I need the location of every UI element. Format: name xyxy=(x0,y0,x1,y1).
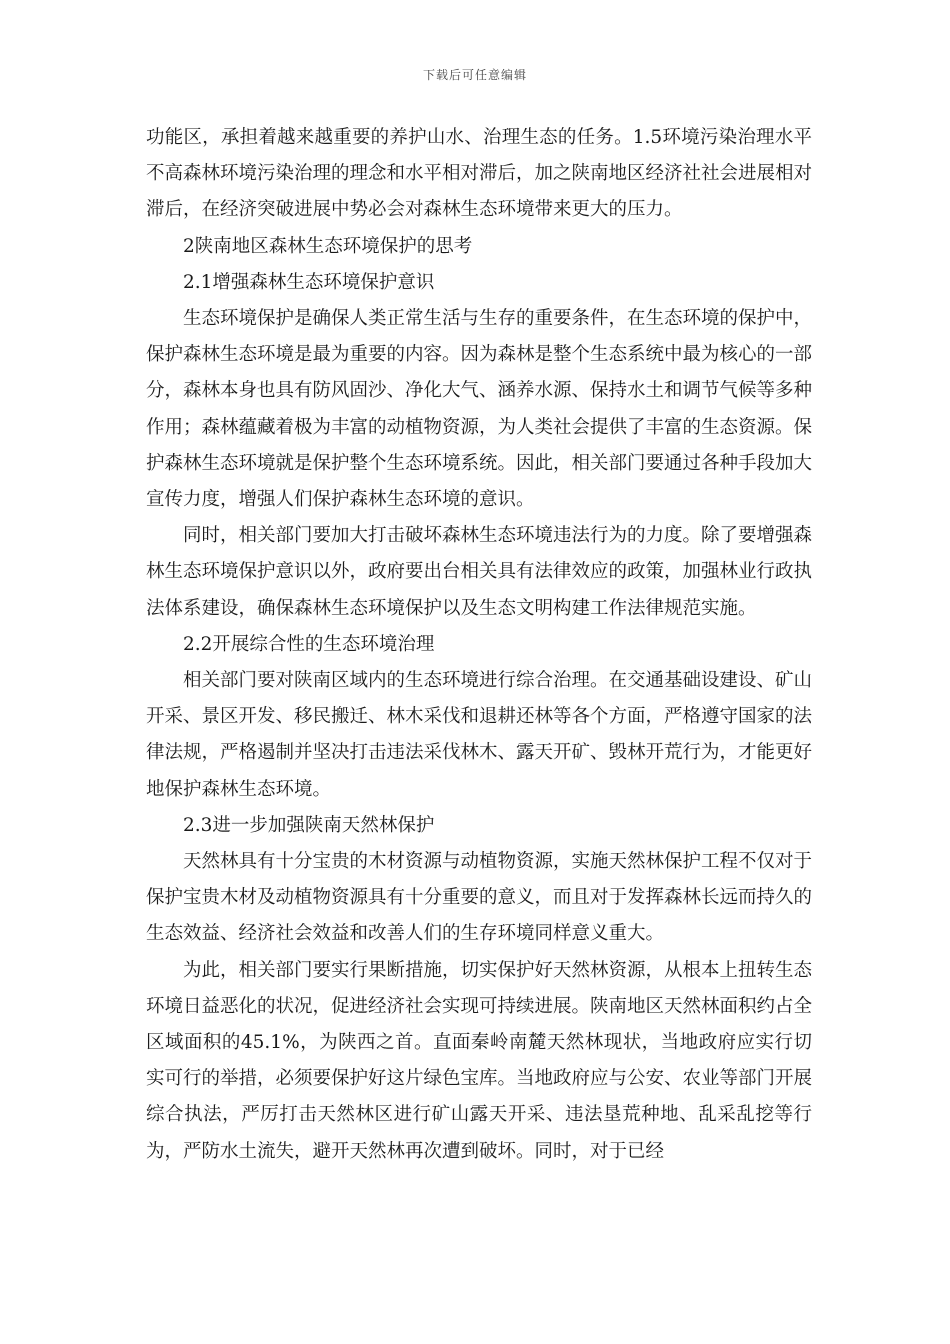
paragraph: 相关部门要对陕南区域内的生态环境进行综合治理。在交通基础设建设、矿山开采、景区开发、移民搬迁、林木采伐和退耕还林等各个方面，严格遵守国家的法律法规，严格遏制并坚决打击违法采伐林木、露天开矿、毁林开荒行为，才能更好地保护森林生态环境。 xyxy=(146,670,813,800)
subsection-heading-2-2: 2.2开展综合性的生态环境治理 xyxy=(183,633,435,655)
header-note: 下载后可任意编辑 xyxy=(422,68,527,82)
paragraph: 为此，相关部门要实行果断措施，切实保护好天然林资源，从根本上扭转生态环境日益恶化的状况，促进经济社会实现可持续进展。陕南地区天然林面积约占全区域面积的45.1%，为陕西之首。直面秦岭南麓天然林现状，当地政府应实行切实可行的举措，必须要保护好这片绿色宝库。当地政府应与公安、农业等部门开展综合执法，严厉打击天然林区进行矿山露天开采、违法垦荒种地、乱采乱挖等行为，严防水土流失，避开天然林再次遭到破坏。同时，对于已经 xyxy=(146,959,813,1162)
subsection-heading-2-1: 2.1增强森林生态环境保护意识 xyxy=(183,271,435,293)
subsection-heading-2-3: 2.3进一步加强陕南天然林保护 xyxy=(183,814,435,836)
paragraph-continuation: 功能区，承担着越来越重要的养护山水、治理生态的任务。1.5环境污染治理水平不高森林环境污染治理的理念和水平相对滞后，加之陕南地区经济社社会进展相对滞后，在经济突破进展中势必会对森林生态环境带来更大的压力。 xyxy=(146,127,813,221)
paragraph: 生态环境保护是确保人类正常生活与生存的重要条件，在生态环境的保护中，保护森林生态环境是最为重要的内容。因为森林是整个生态系统中最为核心的一部分，森林本身也具有防风固沙、净化大气、涵养水源、保持水土和调节气候等多种作用；森林蕴藏着极为丰富的动植物资源，为人类社会提供了丰富的生态资源。保护森林生态环境就是保护整个生态环境系统。因此，相关部门要通过各种手段加大宣传力度，增强人们保护森林生态环境的意识。 xyxy=(146,308,813,511)
body-text xyxy=(146,120,812,1170)
paragraph: 同时，相关部门要加大打击破坏森林生态环境违法行为的力度。除了要增强森林生态环境保护意识以外，政府要出台相关具有法律效应的政策，加强林业行政执法体系建设，确保森林生态环境保护以及生态文明构建工作法律规范实施。 xyxy=(146,525,813,619)
section-heading-2: 2陕南地区森林生态环境保护的思考 xyxy=(183,235,473,257)
paragraph: 天然林具有十分宝贵的木材资源与动植物资源，实施天然林保护工程不仅对于保护宝贵木材及动植物资源具有十分重要的意义，而且对于发挥森林长远而持久的生态效益、经济社会效益和改善人们的生存环境同样意义重大。 xyxy=(146,851,813,945)
